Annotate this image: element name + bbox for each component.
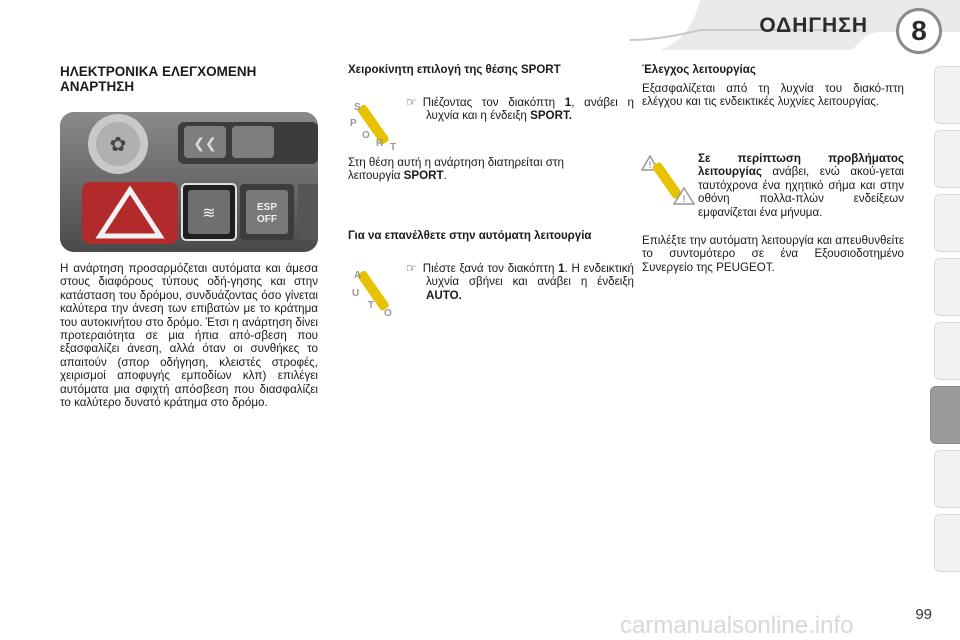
- fault-warning-text: [698, 152, 904, 219]
- auto-heading: Για να επανέλθετε στην αυτόματη λειτουργία: [348, 230, 592, 242]
- sport-bullet-text: , ανάβει η λυχνία και η ένδειξη: [426, 96, 634, 123]
- check-heading: Έλεγχος λειτουργίας: [642, 64, 756, 76]
- column-sport-mode: [348, 64, 616, 77]
- auto-icon-letter: U: [352, 288, 360, 299]
- section-heading: ΗΛΕΚΤΡΟΝΙΚΑ ΕΛΕΓΧΟΜΕΝΗ ΑΝΑΡΤΗΣΗ: [60, 64, 257, 94]
- off-label: OFF: [257, 214, 277, 225]
- switch-number: 1: [558, 262, 565, 275]
- sport-heading: Χειροκίνητη επιλογή της θέσης SPORT: [348, 64, 561, 76]
- auto-bullet: [406, 262, 634, 302]
- fault-warning-rest: ανάβει, ενώ ακού-γεται ταυτόχρονα ένα ηχητικό σήμα και στην οθόνη πολλα-πλών ενδείξεων εμφανίζεται ένα μήνυμα.: [698, 165, 904, 219]
- sport-note: [348, 156, 616, 183]
- sport-icon-letter: T: [390, 142, 397, 152]
- auto-icon-letter: T: [368, 300, 375, 311]
- sport-word: SPORT: [403, 169, 444, 183]
- sport-icon-letter: S: [354, 102, 361, 113]
- svg-text:!: !: [648, 160, 652, 170]
- svg-text:✿: ✿: [109, 134, 127, 156]
- sport-icon-letter: P: [350, 118, 357, 129]
- sport-bullet: [406, 96, 634, 123]
- chapter-title: ΟΔΗΓΗΣΗ: [759, 14, 868, 37]
- auto-word: AUTO.: [426, 288, 462, 302]
- auto-indicator-icon: [346, 262, 402, 318]
- svg-text:≋: ≋: [202, 205, 216, 222]
- sport-bullet-text: Πιέζοντας τον διακόπτη: [422, 96, 565, 109]
- side-tab-active[interactable]: [930, 386, 960, 444]
- svg-text:❮❮: ❮❮: [193, 135, 217, 151]
- column-function-check: [642, 64, 904, 77]
- pointing-hand-icon: ☞: [406, 95, 417, 109]
- side-tab[interactable]: [934, 514, 960, 572]
- esp-label: ESP: [256, 202, 278, 213]
- side-tab[interactable]: [934, 322, 960, 380]
- sport-indicator-icon: [346, 96, 402, 152]
- side-tab[interactable]: [934, 130, 960, 188]
- advice-text: Επιλέξτε την αυτόματη λειτουργία και απευθυνθείτε το συντομότερο σε ένα Εξουσιοδοτημένο Συνεργείο της PEUGEOT.: [642, 234, 904, 274]
- suspension-description: Η ανάρτηση προσαρμόζεται αυτόματα και άμεσα στους διαφόρους τύπους οδή-γησης και στην κατάσταση του δρόμου, συνδυάζοντας όσο γίνεται καλύτερα την άνεση των επιβατών με το κράτημα του αυτοκινήτου στο δρόμο. Έτσι η ανάρτηση δίνει προτεραιότητα σε μια ήπια από-σβεση που εξασφαλίζει άνεση, αλλά όταν οι συνθήκες το απαιτούν (σπορ οδήγηση, κλειστές στροφές, χειρισμοί αποφυγής εμποδίων κλπ) επιλέγει αυτόματα μια σφιχτή απόσβεση που διασφαλίζει το καλύτερο δυνατό κράτημα στο δρόμο.: [60, 262, 318, 410]
- fault-warning-icon: [640, 152, 696, 208]
- sport-note-text: .: [443, 169, 447, 183]
- auto-bullet-text: Πιέστε ξανά τον διακόπτη: [422, 262, 559, 275]
- side-tab[interactable]: [934, 66, 960, 124]
- column-suspension-intro: [60, 64, 320, 94]
- switch-number: 1: [564, 96, 572, 109]
- side-tab[interactable]: [934, 258, 960, 316]
- page-number: 99: [915, 606, 932, 623]
- sport-icon-letter: O: [362, 130, 370, 141]
- side-tab[interactable]: [934, 450, 960, 508]
- check-body: Εξασφαλίζεται από τη λυχνία του διακό-πτη ελέγχου και τις ενδεικτικές λυχνίες λειτουργίας.: [642, 82, 904, 109]
- auto-icon-letter: O: [384, 308, 392, 318]
- dashboard-switch-photo: [60, 112, 318, 252]
- watermark: carmanualsonline.info: [620, 612, 854, 639]
- pointing-hand-icon: ☞: [406, 261, 417, 275]
- auto-bullet-text: . Η ενδεικτική λυχνία σβήνει και ανάβει η ένδειξη: [426, 262, 634, 289]
- sport-icon-letter: R: [376, 138, 384, 149]
- side-tab[interactable]: [934, 194, 960, 252]
- auto-icon-letter: A: [354, 270, 362, 281]
- sport-note-text: Στη θέση αυτή η ανάρτηση διατηρείται στη λειτουργία: [348, 156, 564, 183]
- fault-warning-bold: Σε περίπτωση προβλήματος λειτουργίας: [698, 152, 904, 179]
- chapter-side-tabs: [930, 66, 960, 576]
- svg-text:!: !: [682, 194, 686, 204]
- chapter-number-badge: 8: [896, 8, 942, 54]
- sport-word: SPORT.: [530, 109, 572, 123]
